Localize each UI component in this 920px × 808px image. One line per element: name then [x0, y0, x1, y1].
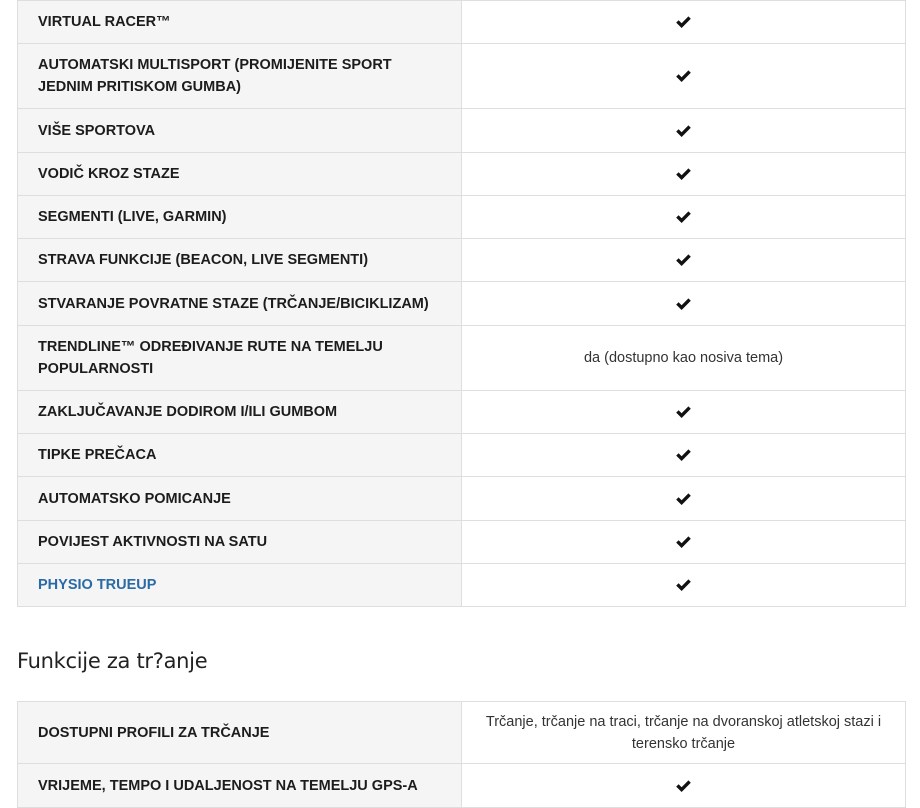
feature-value	[462, 564, 906, 607]
table-row	[18, 764, 906, 808]
checkmark-icon	[675, 167, 692, 181]
running-features-table	[17, 701, 906, 808]
feature-label: AUTOMATSKO POMICANJE	[18, 477, 462, 521]
feature-label: TRENDLINE™ ODREĐIVANJE RUTE NA TEMELJU POPULARNOSTI	[18, 326, 462, 391]
feature-value	[462, 196, 906, 239]
feature-value	[462, 109, 906, 153]
feature-label: TIPKE PREČACA	[18, 434, 462, 477]
feature-label: POVIJEST AKTIVNOSTI NA SATU	[18, 521, 462, 564]
feature-label: VODIČ KROZ STAZE	[18, 153, 462, 196]
table-row	[18, 153, 906, 196]
table-row	[18, 282, 906, 326]
table-row	[18, 239, 906, 282]
feature-value	[462, 521, 906, 564]
feature-value: da (dostupno kao nosiva tema)	[462, 326, 906, 391]
feature-label: VRIJEME, TEMPO I UDALJENOST NA TEMELJU GPS-A	[18, 764, 462, 808]
physio-trueup-link[interactable]: PHYSIO TRUEUP	[18, 564, 462, 607]
checkmark-icon	[675, 15, 692, 29]
feature-value	[462, 434, 906, 477]
checkmark-icon	[675, 578, 692, 592]
feature-label: ZAKLJUČAVANJE DODIROM I/ILI GUMBOM	[18, 391, 462, 434]
checkmark-icon	[675, 448, 692, 462]
table-row	[18, 434, 906, 477]
feature-value	[462, 282, 906, 326]
table-row	[18, 1, 906, 44]
features-table	[17, 0, 906, 607]
checkmark-icon	[675, 124, 692, 138]
checkmark-icon	[675, 779, 692, 793]
feature-value	[462, 44, 906, 109]
feature-label: SEGMENTI (LIVE, GARMIN)	[18, 196, 462, 239]
feature-value	[462, 391, 906, 434]
table-row	[18, 44, 906, 109]
feature-value	[462, 239, 906, 282]
feature-label: VIRTUAL RACER™	[18, 1, 462, 44]
feature-label: AUTOMATSKI MULTISPORT (PROMIJENITE SPORT JEDNIM PRITISKOM GUMBA)	[18, 44, 462, 109]
feature-value: Trčanje, trčanje na traci, trčanje na dvoranskoj atletskoj stazi i terensko trčanje	[462, 702, 906, 764]
checkmark-icon	[675, 297, 692, 311]
checkmark-icon	[675, 253, 692, 267]
feature-value	[462, 153, 906, 196]
section-heading: Funkcije za tr?anje	[17, 649, 208, 673]
table-row	[18, 702, 906, 764]
feature-label: STRAVA FUNKCIJE (BEACON, LIVE SEGMENTI)	[18, 239, 462, 282]
feature-label: DOSTUPNI PROFILI ZA TRČANJE	[18, 702, 462, 764]
table-row	[18, 196, 906, 239]
checkmark-icon	[675, 492, 692, 506]
checkmark-icon	[675, 535, 692, 549]
feature-label: STVARANJE POVRATNE STAZE (TRČANJE/BICIKLIZAM)	[18, 282, 462, 326]
table-row	[18, 477, 906, 521]
table-row	[18, 391, 906, 434]
checkmark-icon	[675, 210, 692, 224]
feature-value	[462, 764, 906, 808]
table-row	[18, 326, 906, 391]
checkmark-icon	[675, 405, 692, 419]
feature-value	[462, 1, 906, 44]
table-row	[18, 109, 906, 153]
feature-label: VIŠE SPORTOVA	[18, 109, 462, 153]
table-row	[18, 564, 906, 607]
feature-value	[462, 477, 906, 521]
checkmark-icon	[675, 69, 692, 83]
table-row	[18, 521, 906, 564]
